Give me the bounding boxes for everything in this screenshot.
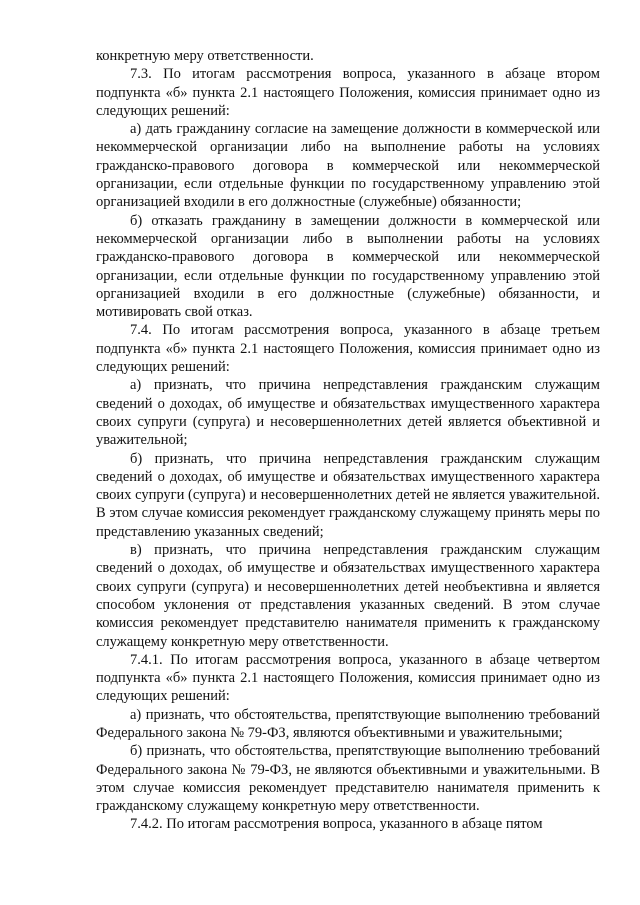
paragraph-7-4-1: 7.4.1. По итогам рассмотрения вопроса, указанного в абзаце четвертом подпункта «б» пункта 2.1 настоящего Положения, комиссия принимает одно из следующих решений: xyxy=(96,651,600,705)
paragraph-7-3-b: б) отказать гражданину в замещении должности в коммерческой или некоммерческой организации либо в выполнении работы на условиях гражданско-правового договора в коммерческой или некоммерческой организации, если отдельные функции по государственному управлению этой организацией входили в его должностные (служебные) обязанности, и мотивировать свой отказ. xyxy=(96,212,600,321)
paragraph-7-4-a: а) признать, что причина непредставления гражданским служащим сведений о доходах, об имуществе и обязательствах имущественного характера своих супруги (супруга) и несовершеннолетних детей является объективной и уважительной; xyxy=(96,377,600,449)
paragraph-7-4: 7.4. По итогам рассмотрения вопроса, указанного в абзаце третьем подпункта «б» пункта 2.1 настоящего Положения, комиссия принимает одно из следующих решений: xyxy=(96,322,600,376)
paragraph-7-4-v: в) признать, что причина непредставления гражданским служащим сведений о доходах, об имуществе и обязательствах имущественного характера своих супруги (супруга) и несовершеннолетних детей необъективна и является способом уклонения от представления указанных сведений. В этом случае комиссия рекомендует представителю нанимателя применить к гражданскому служащему конкретную меру ответственности. xyxy=(96,542,600,650)
paragraph-7-3: 7.3. По итогам рассмотрения вопроса, указанного в абзаце втором подпункта «б» пункта 2.1 настоящего Положения, комиссия принимает одно из следующих решений: xyxy=(96,66,600,119)
document-page xyxy=(96,0,600,834)
paragraph-7-4-2: 7.4.2. По итогам рассмотрения вопроса, указанного в абзаце пятом xyxy=(130,816,543,833)
paragraph-continuation: конкретную меру ответственности. xyxy=(96,48,314,64)
paragraph-7-4-1-a: а) признать, что обстоятельства, препятствующие выполнению требований Федерального закона № 79-ФЗ, являются объективными и уважительными; xyxy=(96,706,600,741)
paragraph-7-4-b: б) признать, что причина непредставления гражданским служащим сведений о доходах, об имуществе и обязательствах имущественного характера своих супруги (супруга) и несовершеннолетних детей не является уважительной. В этом случае комиссия рекомендует гражданскому служащему принять меры по представлению указанных сведений; xyxy=(96,450,600,540)
paragraph-7-4-1-b: б) признать, что обстоятельства, препятствующие выполнению требований Федерального закона № 79-ФЗ, не являются объективными и уважительными. В этом случае комиссия рекомендует представителю нанимателя применить к гражданскому служащему конкретную меру ответственности. xyxy=(96,743,600,815)
paragraph-7-3-a: а) дать гражданину согласие на замещение должности в коммерческой или некоммерческой организации либо на выполнение работы на условиях гражданско-правового договора в коммерческой или некоммерческой организации, если отдельные функции по государственному управлению этой организацией входили в его должностные (служебные) обязанности; xyxy=(96,121,600,211)
